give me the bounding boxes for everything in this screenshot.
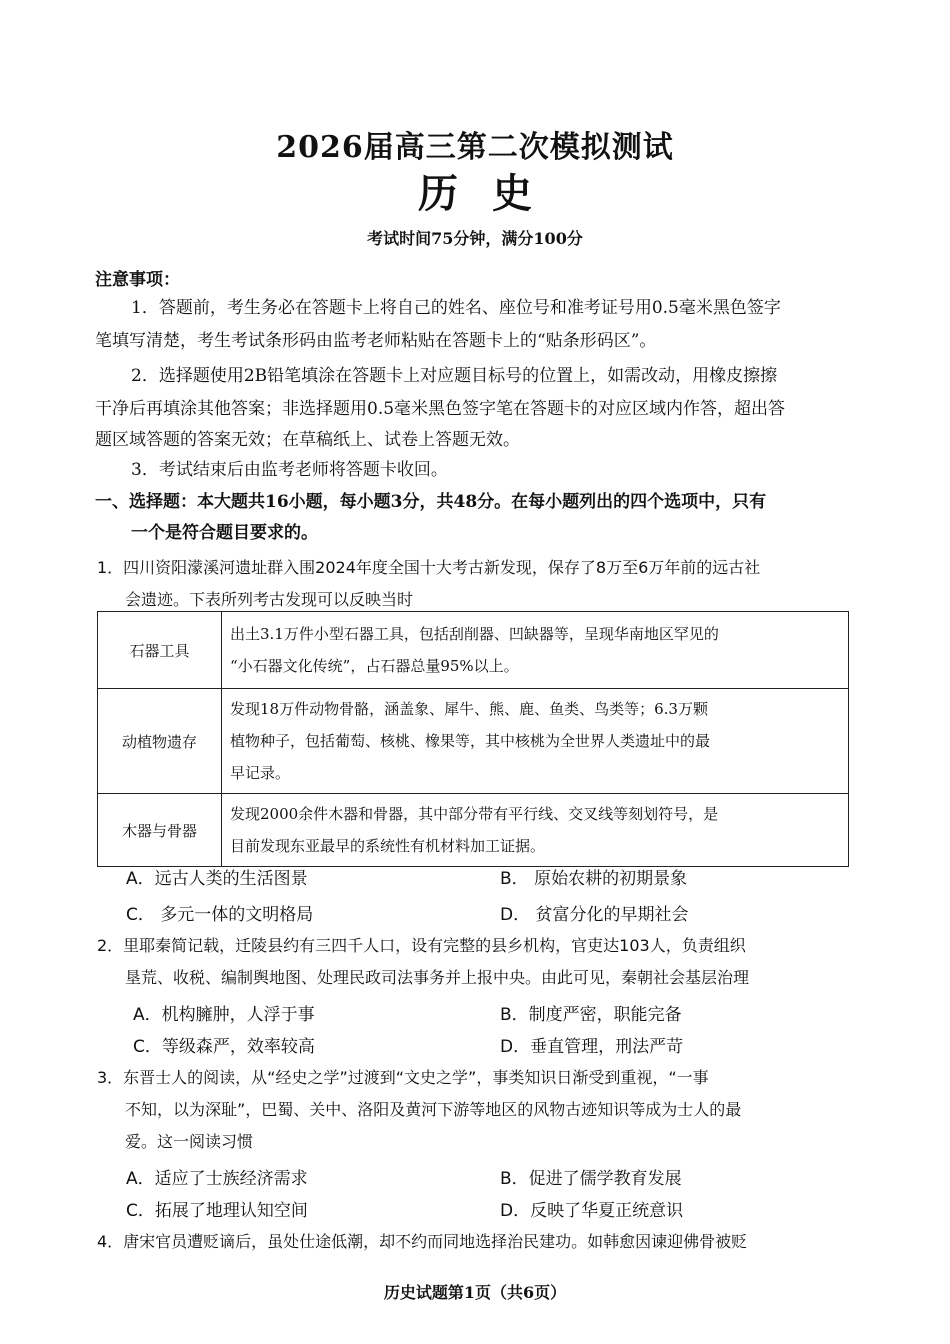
table-category: 木器与骨器	[98, 794, 222, 867]
section1-instructions-line1: 一、选择题：本大题共16小题，每小题3分，共48分。在每小题列出的四个选项中，只有	[95, 492, 767, 512]
q1-archaeology-table	[97, 611, 849, 867]
section1-instructions-line2: 一个是符合题目要求的。	[131, 523, 318, 543]
q2-stem-line2: 垦荒、收税、编制舆地图、处理民政司法事务并上报中央。由此可见，秦朝社会基层治理	[125, 968, 750, 987]
q1-option-c: C． 多元一体的文明格局	[126, 905, 314, 925]
table-description	[222, 689, 849, 794]
table-description	[222, 794, 849, 867]
q2-stem-line1: 2．里耶秦简记载，迁陵县约有三四千人口，设有完整的县乡机构，官吏达103人，负责组织	[97, 936, 746, 955]
q3-option-d: D．反映了华夏正统意识	[500, 1201, 684, 1221]
q2-option-d: D．垂直管理，刑法严苛	[500, 1037, 684, 1057]
q2-option-c: C．等级森严，效率较高	[133, 1037, 315, 1057]
table-description-line: 植物种子，包括葡萄、核桃、橡果等，其中核桃为全世界人类遗址中的最	[230, 732, 711, 750]
q3-stem-line1: 3．东晋士人的阅读，从“经史之学”过渡到“文史之学”，事类知识日渐受到重视，“一事	[97, 1068, 709, 1087]
subject-title: 历史	[418, 170, 566, 217]
q3-option-b: B．促进了儒学教育发展	[500, 1169, 682, 1189]
exam-info: 考试时间75分钟，满分100分	[367, 229, 583, 248]
table-description-line: 目前发现东亚最早的系统性有机材料加工证据。	[230, 837, 546, 855]
table-description-line: 发现18万件动物骨骼，涵盖象、犀牛、熊、鹿、鱼类、鸟类等；6.3万颗	[230, 700, 708, 718]
notice-item1-line1: 1．答题前，考生务必在答题卡上将自己的姓名、座位号和准考证号用0.5毫米黑色签字	[131, 298, 781, 318]
q1-stem-line1: 1．四川资阳濛溪河遗址群入围2024年度全国十大考古新发现，保存了8万至6万年前的远古社	[97, 558, 761, 577]
table-row	[98, 689, 849, 794]
q3-option-a: A．适应了士族经济需求	[126, 1169, 308, 1189]
table-description-line: 早记录。	[230, 764, 291, 782]
table-category: 动植物遗存	[98, 689, 222, 794]
table-description	[222, 612, 849, 689]
table-row	[98, 612, 849, 689]
q3-option-c: C．拓展了地理认知空间	[126, 1201, 308, 1221]
notice-item3: 3．考试结束后由监考老师将答题卡收回。	[131, 460, 448, 480]
table-description-line: 发现2000余件木器和骨器，其中部分带有平行线、交叉线等刻划符号，是	[230, 805, 719, 823]
table-description-line: 出土3.1万件小型石器工具，包括刮削器、凹缺器等，呈现华南地区罕见的	[230, 625, 719, 643]
q1-option-d: D． 贫富分化的早期社会	[500, 905, 689, 925]
exam-title: 2026届高三第二次模拟测试	[276, 130, 674, 165]
q4-stem-line1: 4．唐宋官员遭贬谪后，虽处仕途低潮，却不约而同地选择治民建功。如韩愈因谏迎佛骨被贬	[97, 1232, 748, 1251]
table-row	[98, 794, 849, 867]
notice-item1-line2: 笔填写清楚，考生考试条形码由监考老师粘贴在答题卡上的“贴条形码区”。	[95, 331, 657, 351]
q3-stem-line2: 不知，以为深耻”，巴蜀、关中、洛阳及黄河下游等地区的风物古迹知识等成为士人的最	[125, 1100, 742, 1119]
q2-option-b: B．制度严密，职能完备	[500, 1005, 682, 1025]
notice-heading: 注意事项：	[95, 270, 180, 290]
q2-option-a: A．机构臃肿，人浮于事	[133, 1005, 315, 1025]
table-category: 石器工具	[98, 612, 222, 689]
page-footer: 历史试题第1页（共6页）	[383, 1283, 567, 1302]
q3-stem-line3: 爱。这一阅读习惯	[125, 1132, 254, 1151]
notice-item2-line1: 2．选择题使用2B铅笔填涂在答题卡上对应题目标号的位置上，如需改动，用橡皮擦擦	[131, 366, 778, 386]
q1-option-b: B． 原始农耕的初期景象	[500, 869, 688, 889]
notice-item2-line3: 题区域答题的答案无效；在草稿纸上、试卷上答题无效。	[95, 430, 520, 450]
notice-item2-line2: 干净后再填涂其他答案；非选择题用0.5毫米黑色签字笔在答题卡的对应区域内作答，超出答	[95, 399, 786, 419]
table-description-line: “小石器文化传统”，占石器总量95%以上。	[230, 657, 519, 675]
q1-option-a: A．远古人类的生活图景	[126, 869, 308, 889]
q1-stem-line2: 会遗迹。下表所列考古发现可以反映当时	[125, 590, 414, 609]
